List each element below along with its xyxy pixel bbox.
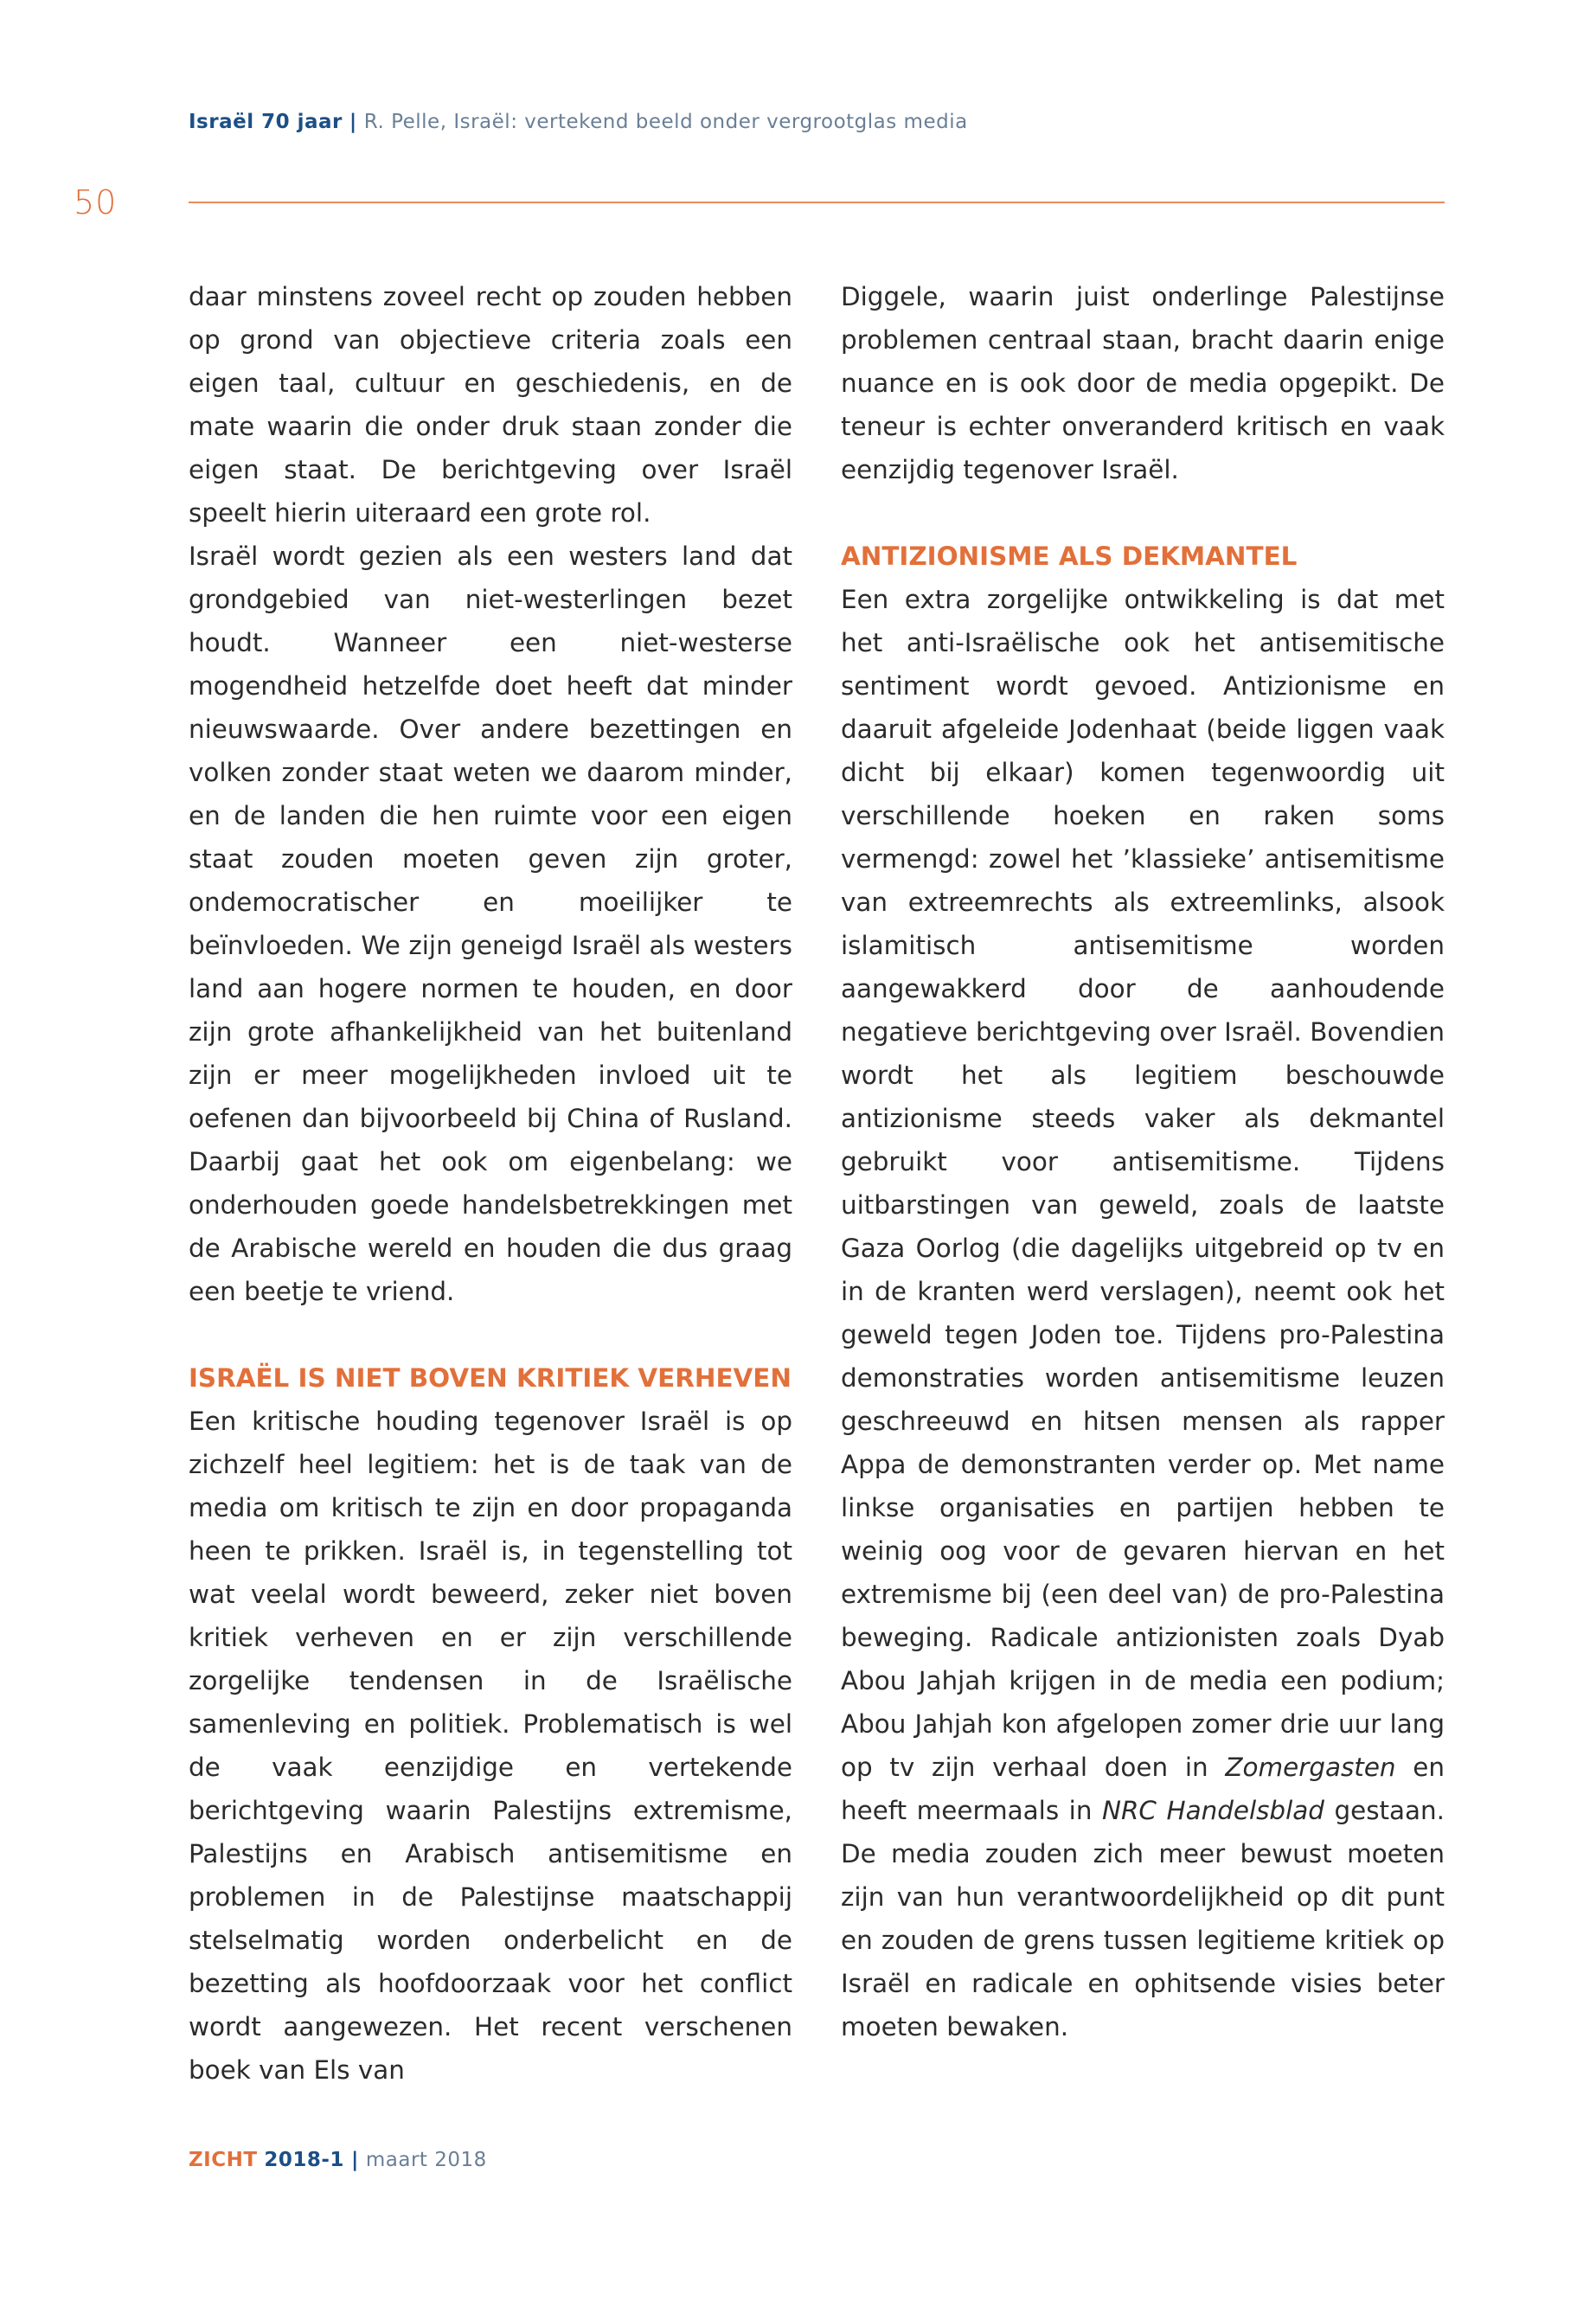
left-paragraph-1: daar minstens zoveel recht op zouden hebben op grond van objectieve criteria zoals een eigen taal, cultuur en geschiedenis, en de mate waarin die onder druk staan zonder die eigen staat. De berichtgeving over Israël speelt hierin uiteraard een grote rol. bbox=[189, 282, 792, 528]
page-number: 50 bbox=[74, 183, 118, 221]
footer-separator: | bbox=[350, 2149, 359, 2171]
running-footer bbox=[189, 2149, 487, 2171]
right-column bbox=[841, 275, 1445, 2048]
right-paragraph-2-part-a: Een extra zorgelijke ontwikkeling is dat met het anti-Israëlische ook het antisemitische sentiment wordt gevoed. Antizionisme en daaruit afgeleide Jodenhaat (beide liggen vaak dicht bij elkaar) komen tegenwoordig uit verschillende hoeken en raken soms vermengd: zowel het ’klassieke’ antisemitisme van extreemrechts als extreemlinks, alsook islamitisch antisemitisme worden aangewakkerd door de aanhoudende negatieve berichtgeving over Israël. Bovendien wordt het als legitiem beschouwde antizionisme steeds vaker als dekmantel gebruikt voor antisemitisme. Tijdens uitbarstingen van geweld, zoals de laatste Gaza Oorlog (die dagelijks uitgebreid op tv en in de kranten werd verslagen), neemt ook het geweld tegen Joden toe. Tijdens pro-Palestina demonstraties worden antisemitisme leuzen geschreeuwd en hitsen mensen als rapper Appa de demonstranten verder op. Met name linkse organisaties en partijen hebben te weinig oog voor de gevaren hiervan en het extremisme bij (een deel van) de pro-Palestina beweging. Radicale antizionisten zoals Dyab Abou Jahjah krijgen in de media een podium; Abou Jahjah kon afgelopen zomer drie uur lang op tv zijn verhaal doen in bbox=[841, 585, 1445, 1782]
left-paragraph-2: Israël wordt gezien als een westers land dat grondgebied van niet-westerlingen bezet houdt. Wanneer een niet-westerse mogendheid hetzelfde doet heeft dat minder nieuwswaarde. Over andere bezettingen en volken zonder staat weten we daarom minder, en de landen die hen ruimte voor een eigen staat zouden moeten geven zijn groter, ondemocratischer en moeilijker te beïnvloeden. We zijn geneigd Israël als westers land aan hogere normen te houden, en door zijn grote afhankelijkheid van het buitenland zijn er meer mogelijkheden invloed uit te oefenen dan bijvoorbeeld bij China of Rusland. Daarbij gaat het ook om eigenbelang: we onderhouden goede handelsbetrekkingen met de Arabische wereld en houden die dus graag een beetje te vriend. bbox=[189, 542, 792, 1306]
right-paragraph-2-part-c: gestaan. De media zouden zich meer bewust moeten zijn van hun verantwoordelijkheid op dit punt en zouden de grens tussen legitieme kritiek op Israël en radicale en ophitsende visies beter moeten bewaken. bbox=[841, 1796, 1445, 2041]
italic-nrc-handelsblad: NRC Handelsblad bbox=[1102, 1796, 1324, 1825]
header-rule bbox=[189, 202, 1445, 203]
spacer bbox=[841, 491, 1445, 535]
section-heading-kritiek: ISRAËL IS NIET BOVEN KRITIEK VERHEVEN bbox=[189, 1363, 792, 1393]
right-paragraph-2-part-b: en heeft meermaals in bbox=[841, 1753, 1445, 1825]
header-article-title: R. Pelle, Israël: vertekend beeld onder vergrootglas media bbox=[363, 111, 968, 133]
header-publication: Israël 70 jaar bbox=[189, 111, 343, 133]
right-paragraph-1: Diggele, waarin juist onderlinge Palestijnse problemen centraal staan, bracht daarin enige nuance en is ook door de media opgepikt. De teneur is echter onveranderd kritisch en vaak eenzijdig tegenover Israël. bbox=[841, 282, 1445, 484]
right-paragraph-2 bbox=[841, 578, 1445, 2048]
section-heading-antizionisme: ANTIZIONISME ALS DEKMANTEL bbox=[841, 542, 1298, 571]
running-header bbox=[189, 111, 968, 133]
header-separator: | bbox=[349, 111, 357, 133]
footer-magazine: ZICHT bbox=[189, 2149, 258, 2171]
left-paragraph-3: Een kritische houding tegenover Israël is op zichzelf heel legitiem: het is de taak van de media om kritisch te zijn en door propaganda heen te prikken. Israël is, in tegenstelling tot wat veelal wordt beweerd, zeker niet boven kritiek verheven en er zijn verschillende zorgelijke tendensen in de Israëlische samenleving en politiek. Problematisch is wel de vaak eenzijdige en vertekende berichtgeving waarin Palestijns extremisme, Palestijns en Arabisch antisemitisme en problemen in de Palestijnse maatschappij stelselmatig worden onderbelicht en de bezetting als hoofdoorzaak voor het conflict wordt aangewezen. Het recent verschenen boek van Els van bbox=[189, 1407, 792, 2085]
footer-issue: 2018-1 bbox=[264, 2149, 344, 2171]
footer-date: maart 2018 bbox=[365, 2149, 487, 2171]
spacer bbox=[189, 1313, 792, 1356]
left-column bbox=[189, 275, 792, 2092]
italic-zomergasten: Zomergasten bbox=[1225, 1753, 1396, 1782]
